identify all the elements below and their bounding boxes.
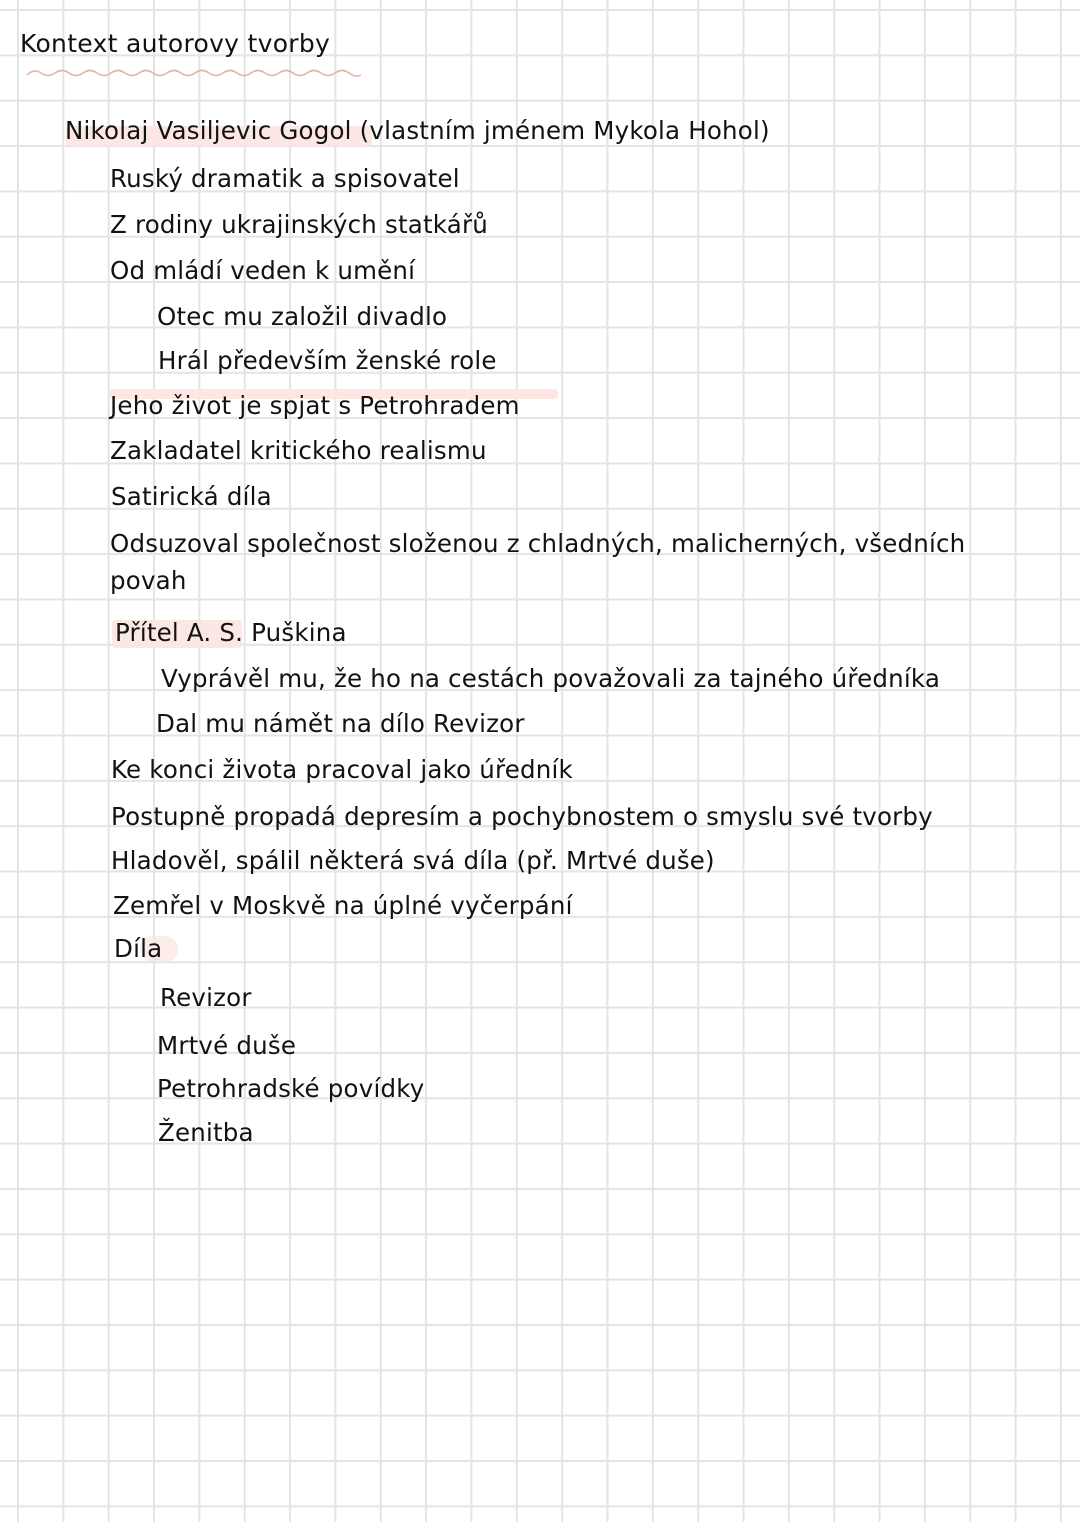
note-item: Z rodiny ukrajinských statkářů [110,210,488,239]
note-item: Jeho život je spjat s Petrohradem [110,391,520,420]
note-subitem: Otec mu založil divadlo [157,302,448,331]
note-item: Ruský dramatik a spisovatel [110,164,460,193]
note-item: Od mládí veden k umění [110,256,416,285]
note-item: Postupně propadá depresím a pochybnostem o smyslu své tvorby [111,802,933,831]
note-item: Hladověl, spálil některá svá díla (př. Mrtvé duše) [111,846,715,875]
note-item: Ke konci života pracoval jako úředník [111,755,573,784]
note-item: Satirická díla [111,482,272,511]
author-heading: Nikolaj Vasiljevic Gogol (vlastním jménem Mykola Hohol) [65,116,770,145]
work-item: Revizor [160,983,252,1012]
note-subitem: Hrál především ženské role [158,346,497,375]
note-item: Zemřel v Moskvě na úplné vyčerpání [113,891,573,920]
note-item: Přítel A. S. Puškina [115,618,347,647]
page-title: Kontext autorovy tvorby [20,29,331,58]
title-wavy-underline [25,66,365,80]
work-item: Petrohradské povídky [157,1074,425,1103]
works-heading: Díla [114,934,163,963]
work-item: Mrtvé duše [157,1031,297,1060]
work-item: Ženitba [158,1118,254,1147]
note-item: Odsuzoval společnost složenou z chladných, malicherných, všedních [110,529,966,558]
note-subitem: Vyprávěl mu, že ho na cestách považovali za tajného úředníka [161,664,941,693]
note-subitem: Dal mu námět na dílo Revizor [156,709,525,738]
note-item-continuation: povah [110,566,187,595]
note-item: Zakladatel kritického realismu [110,436,487,465]
